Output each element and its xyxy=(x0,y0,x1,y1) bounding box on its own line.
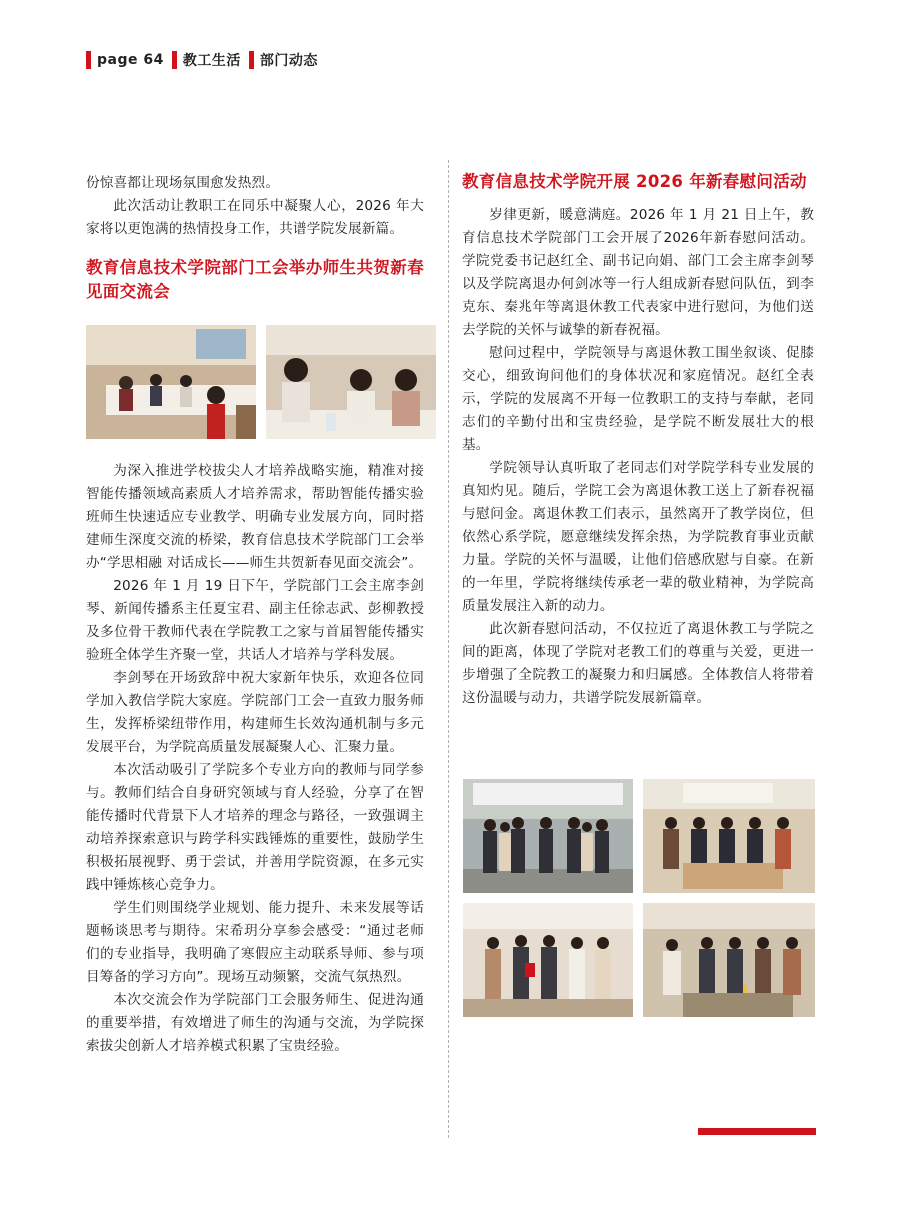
paragraph: 为深入推进学校拔尖人才培养战略实施，精准对接智能传播领域高素质人才培养需求，帮助智能传播实验班师生快速适应专业教学、明确专业发展方向，同时搭建师生深度交流的桥梁，教育信息技术学院部门工会举办“学思相融 对话成长——师生共贺新春见面交流会”。 xyxy=(86,463,424,571)
paragraph: 本次交流会作为学院部门工会服务师生、促进沟通的重要举措，有效增进了师生的沟通与交流，为学院探索拔尖创新人才培养模式积累了宝贵经验。 xyxy=(86,992,424,1054)
paragraph: 此次新春慰问活动，不仅拉近了离退休教工与学院之间的距离，体现了学院对老教工们的尊重与关爱，更进一步增强了全院教工的凝聚力和归属感。全体教信人将带着这份温暖与动力，共谱学院发展新篇章。 xyxy=(462,621,814,706)
article-title: 教育信息技术学院开展 2026 年新春慰问活动 xyxy=(462,172,807,191)
section-title: 教工生活 xyxy=(182,53,241,69)
visit-photo-3 xyxy=(463,903,633,1017)
right-article xyxy=(462,170,814,710)
left-article-body xyxy=(86,460,424,1058)
paragraph: 本次活动吸引了学院多个专业方向的教师与同学参与。教师们结合自身研究领域与育人经验，分享了在智能传播时代背景下人才培养的理念与路径，一致强调主动培养探索意识与跨学科实践锤炼的重要性，鼓励学生积极拓展视野、勇于尝试，并善用学院资源，在多元实践中锤炼核心竞争力。 xyxy=(86,762,424,893)
left-article-heading xyxy=(86,256,424,304)
page-header xyxy=(86,50,326,70)
article-title: 教育信息技术学院部门工会举办师生共贺新春见面交流会 xyxy=(86,258,424,301)
page-number: page 64 xyxy=(97,52,164,68)
header-accent-bar xyxy=(86,51,91,69)
meeting-photo-2 xyxy=(266,325,436,439)
paragraph: 慰问过程中，学院领导与离退休教工围坐叙谈、促膝交心，细致询问他们的身体状况和家庭情况。赵红全表示，学院的发展离不开每一位教职工的支持与奉献，老同志们的辛勤付出和宝贵经验，是学院不断发展壮大的根基。 xyxy=(462,345,814,453)
paragraph: 份惊喜都让现场氛围愈发热烈。 xyxy=(86,175,280,191)
paragraph: 岁律更新，暖意满庭。2026 年 1 月 21 日上午，教育信息技术学院部门工会开展了2026年新春慰问活动。学院党委书记赵红全、副书记向娟、部门工会主席李剑琴以及学院离退办何剑冰等一行人组成新春慰问队伍，到李克东、秦兆年等离退休教工代表家中进行慰问，为他们送去学院的关怀与诚挚的新春祝福。 xyxy=(462,207,814,338)
subsection-title: 部门动态 xyxy=(259,53,318,69)
footer-accent-bar xyxy=(698,1128,816,1135)
visit-photo-1 xyxy=(463,779,633,893)
paragraph: 2026 年 1 月 19 日下午，学院部门工会主席李剑琴、新闻传播系主任夏宝君、副主任徐志武、彭柳教授及多位骨干教师代表在学院教工之家与首届智能传播实验班全体学生齐聚一堂，共话人才培养与学科发展。 xyxy=(86,578,424,663)
paragraph: 李剑琴在开场致辞中祝大家新年快乐，欢迎各位同学加入教信学院大家庭。学院部门工会一直致力服务师生，发挥桥梁纽带作用，构建师生长效沟通机制与多元发展平台，为学院高质量发展凝聚人心、汇聚力量。 xyxy=(86,670,424,755)
visit-photo-4 xyxy=(643,903,815,1017)
visit-photo-2 xyxy=(643,779,815,893)
header-accent-bar xyxy=(172,51,177,69)
paragraph: 学生们则围绕学业规划、能力提升、未来发展等话题畅谈思考与期待。宋希玥分享参会感受：“通过老师们的专业指导，我明确了寒假应主动联系导师、参与项目筹备的学习方向”。现场互动频繁，交流气氛热烈。 xyxy=(86,900,424,985)
paragraph: 此次活动让教职工在同乐中凝聚人心，2026 年大家将以更饱满的热情投身工作，共谱学院发展新篇。 xyxy=(86,198,424,237)
header-accent-bar xyxy=(249,51,254,69)
meeting-photo-1 xyxy=(86,325,256,439)
paragraph: 学院领导认真听取了老同志们对学院学科专业发展的真知灼见。随后，学院工会为离退休教工送上了新春祝福与慰问金。离退休教工们表示，虽然离开了教学岗位，但依然心系学院，愿意继续发挥余热，为学院教育事业贡献力量。学院的关怀与温暖，让他们倍感欣慰与自豪。在新的一年里，学院将继续传承老一辈的敬业精神，为学院高质量发展注入新的动力。 xyxy=(462,460,814,614)
column-divider xyxy=(448,160,449,1138)
left-column-top xyxy=(86,172,424,241)
